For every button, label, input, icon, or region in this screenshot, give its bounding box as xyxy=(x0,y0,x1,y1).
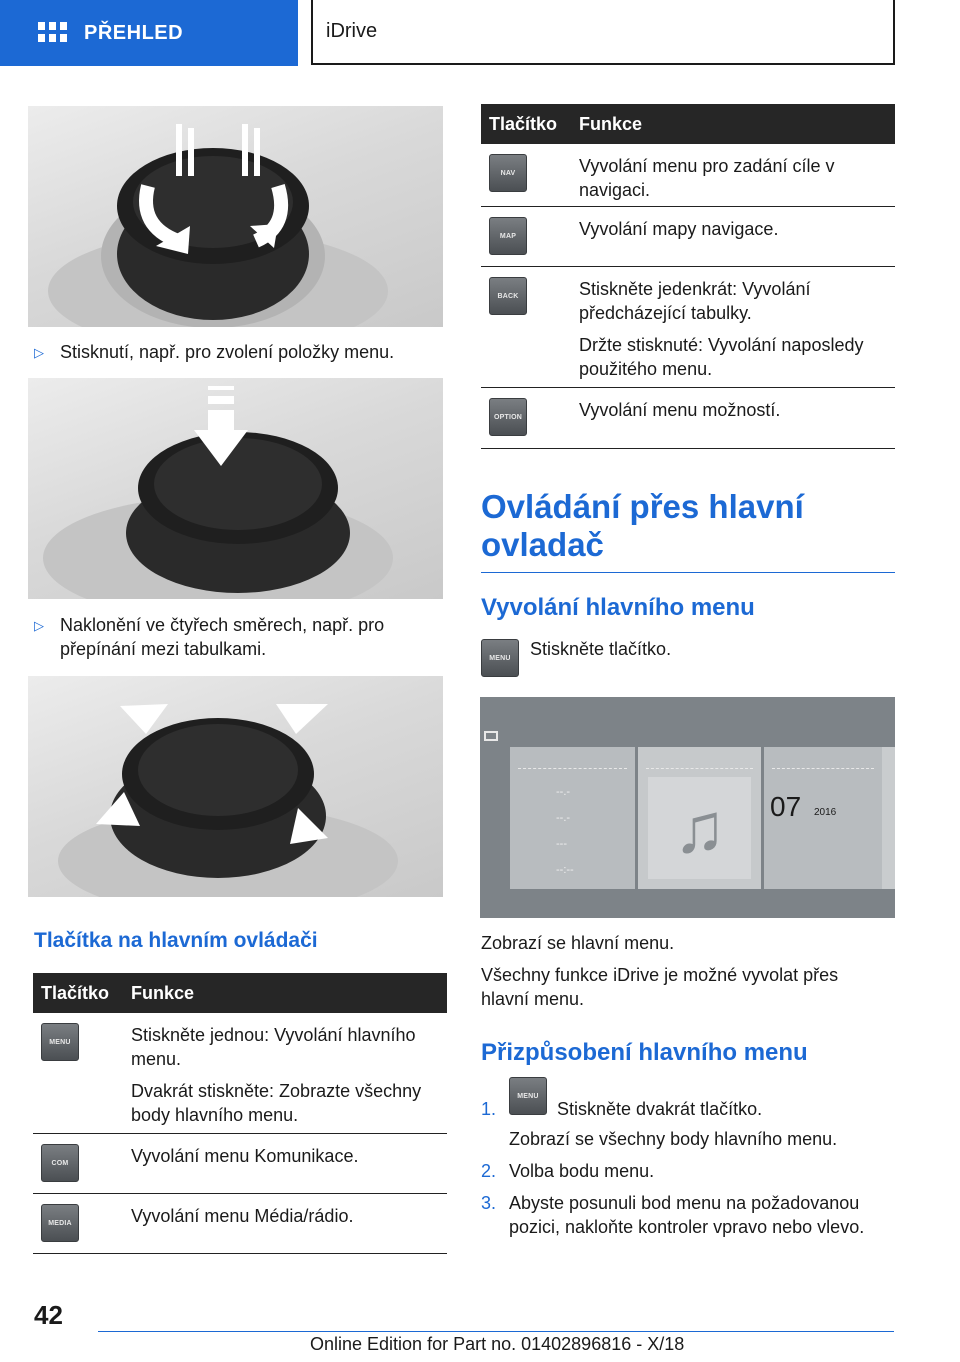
nav-button-icon: NAV xyxy=(489,154,527,192)
step-number: 1. xyxy=(481,1099,497,1119)
music-note-icon: ♫ xyxy=(648,777,751,879)
table-row: OPTION Vyvolání menu možností. xyxy=(481,388,895,449)
controller-press-photo xyxy=(28,378,443,599)
step-number: 3. xyxy=(481,1193,497,1213)
buttons-table xyxy=(33,973,447,1254)
controller-rotate-photo xyxy=(28,106,443,327)
overview-nav-button[interactable] xyxy=(0,0,298,66)
screen-tile-next xyxy=(882,747,895,889)
screen-tile-media xyxy=(638,747,761,889)
step-note: Zobrazí se všechny body hlavního menu. xyxy=(509,1129,838,1149)
buttons-table-continued xyxy=(481,104,895,449)
overview-nav-label: PŘEHLED xyxy=(84,21,184,44)
caption-press: ▷ Stisknutí, např. pro zvolení položky menu. xyxy=(34,340,444,365)
main-menu-shown-text: Zobrazí se hlavní menu. xyxy=(481,933,675,953)
caption-tilt: ▷ Naklonění ve čtyřech směrech, např. pro přepínání mezi tabulkami. xyxy=(34,615,385,659)
media-button-icon: MEDIA xyxy=(41,1204,79,1242)
menu-button-icon: MENU xyxy=(509,1077,547,1115)
buttons-heading: Tlačítka na hlavním ovládači xyxy=(34,929,318,952)
grid-menu-icon xyxy=(38,22,66,44)
option-button-icon: OPTION xyxy=(489,398,527,436)
com-button-icon: COM xyxy=(41,1144,79,1182)
subheading-customize-main-menu: Přizpůsobení hlavního menu xyxy=(481,1039,808,1066)
table-row: MENU Stiskněte jednou: Vyvolání hlavního menu. Dvakrát stiskněte: Zobrazte všechny body hlavního menu. xyxy=(33,1013,447,1134)
idrive-main-menu-screenshot xyxy=(480,697,895,918)
footer-divider xyxy=(98,1331,894,1332)
subheading-open-main-menu: Vyvolání hlavního menu xyxy=(481,594,755,621)
step-text: Volba bodu menu. xyxy=(509,1161,655,1181)
table-row: BACK Stiskněte jedenkrát: Vyvolání předcházející tabulky. Držte stisknuté: Vyvolání naposledy použitého menu. xyxy=(481,267,895,388)
page-number: 42 xyxy=(34,1300,63,1330)
table-row: NAV Vyvolání menu pro zadání cíle v navigaci. xyxy=(481,144,895,207)
table-row: COM Vyvolání menu Komunikace. xyxy=(33,1134,447,1194)
screen-tile-calendar: 07 2016 xyxy=(764,747,882,889)
step-number: 2. xyxy=(481,1161,497,1181)
page-title: iDrive xyxy=(311,0,895,65)
triangle-bullet-icon: ▷ xyxy=(34,345,44,360)
screen-mode-icon xyxy=(484,731,498,741)
footer-edition: Online Edition for Part no. 01402896816 - X/18 xyxy=(310,1334,685,1354)
back-button-icon: BACK xyxy=(489,277,527,315)
step-text: Abyste posunuli bod menu na požadovanou pozici, nakloňte kontroler vpravo nebo vlevo. xyxy=(509,1193,865,1237)
table-header: Tlačítko Funkce xyxy=(33,973,447,1013)
press-button-text: Stiskněte tlačítko. xyxy=(530,639,672,659)
menu-button-icon: MENU xyxy=(41,1023,79,1061)
controller-tilt-photo xyxy=(28,676,443,897)
menu-button-icon: MENU xyxy=(481,639,519,677)
all-functions-text: Všechny funkce iDrive je možné vyvolat přes hlavní menu. xyxy=(481,965,839,1009)
screen-tile-vehicle: --.- --.- --- --:-- xyxy=(510,747,635,889)
table-header: Tlačítko Funkce xyxy=(481,104,895,144)
triangle-bullet-icon: ▷ xyxy=(34,618,44,633)
table-row: MEDIA Vyvolání menu Média/rádio. xyxy=(33,1194,447,1254)
map-button-icon: MAP xyxy=(489,217,527,255)
table-row: MAP Vyvolání mapy navigace. xyxy=(481,207,895,267)
step-text: Stiskněte dvakrát tlačítko. xyxy=(557,1099,763,1119)
section-title: Ovládání přes hlavní ovladač xyxy=(481,488,895,573)
